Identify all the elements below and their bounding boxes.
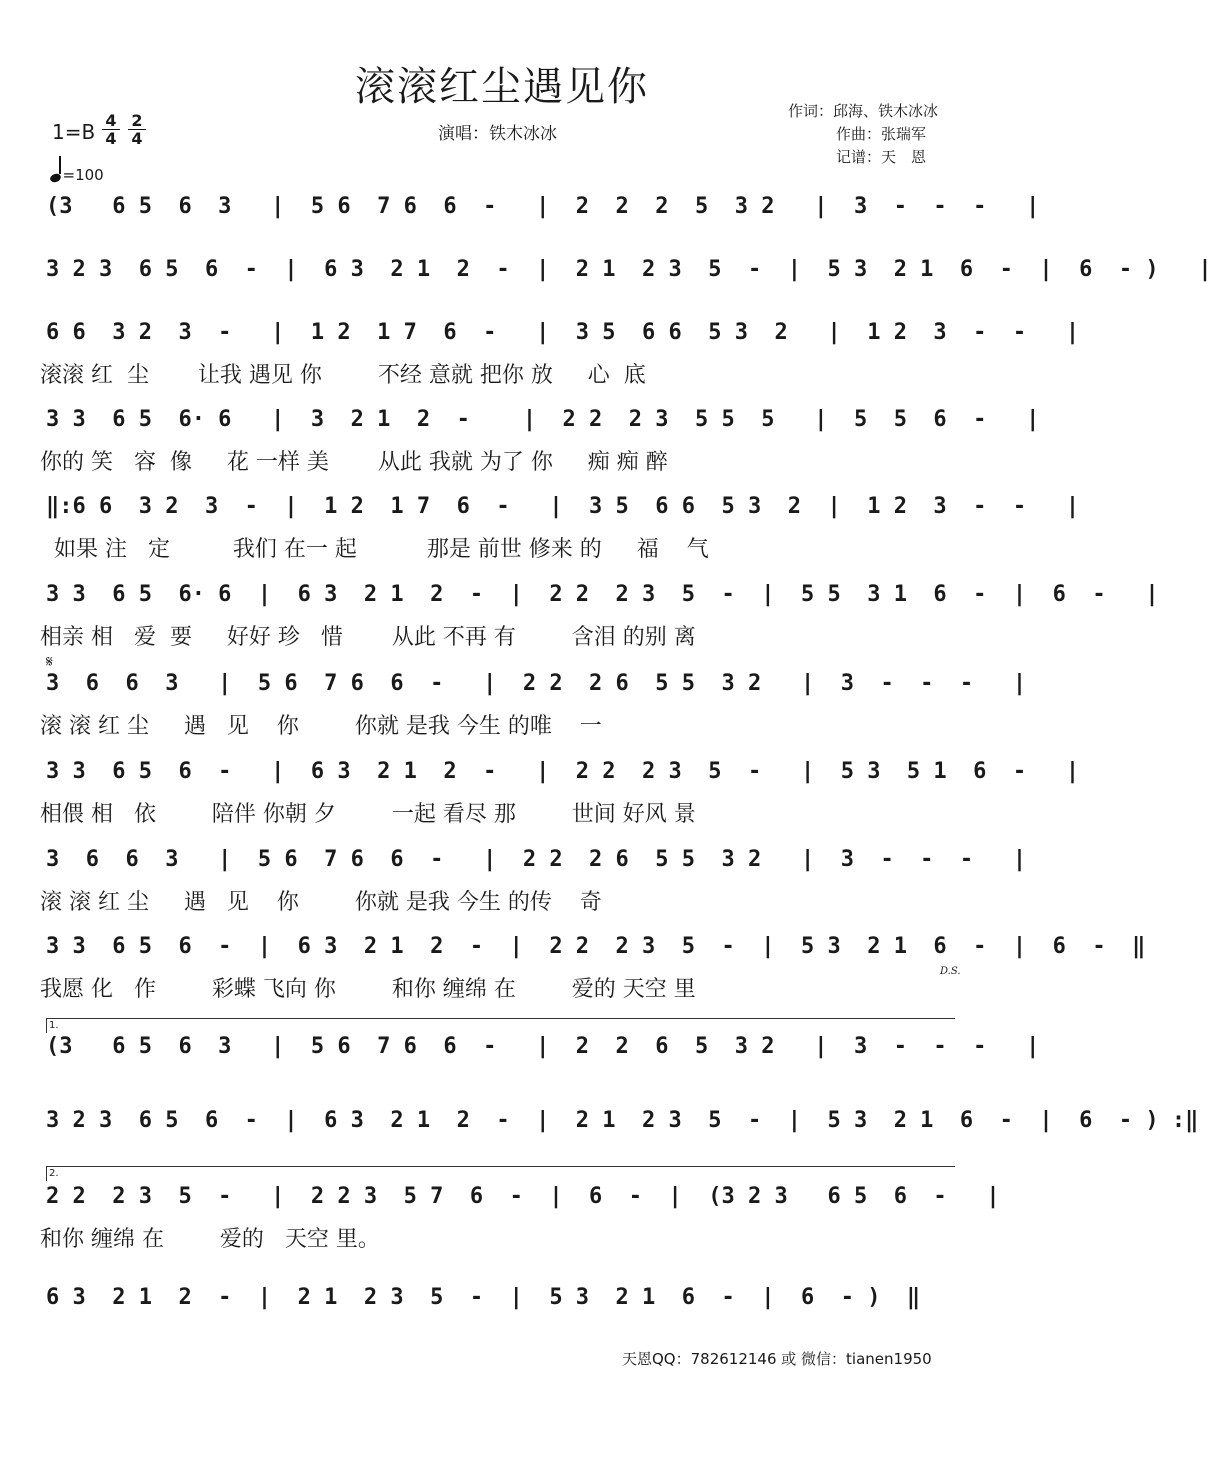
notation-line: 3 3 6 5 6· 6 | 6 3 2 1 2 - | 2 2 2 3 5 - | 5 5 3 1 6 - | 6 - | <box>46 582 1159 607</box>
notation-line: 6 6 3 2 3 - | 1 2 1 7 6 - | 3 5 6 6 5 3 2 | 1 2 3 - - | <box>46 320 1080 345</box>
tempo-value: =100 <box>62 166 104 184</box>
time-sig-top: 4 <box>105 111 117 130</box>
lyric-line: 相亲 相 爱 要 好好 珍 惜 从此 不再 有 含泪 的别 离 <box>40 625 696 650</box>
credits-block <box>788 100 938 169</box>
notation-line: 2 2 2 3 5 - | 2 2 3 5 7 6 - | 6 - | (3 2 3 6 5 6 - | <box>46 1184 1000 1209</box>
time-signature-2-4 <box>128 112 146 147</box>
lyric-line: 和你 缠绵 在 爱的 天空 里。 <box>40 1227 380 1252</box>
notation-line: 3 6 6 3 | 5 6 7 6 6 - | 2 2 2 6 5 5 3 2 | 3 - - - | <box>46 847 1027 872</box>
time-sig-bottom: 4 <box>128 129 146 147</box>
time-sig-top: 2 <box>131 111 143 130</box>
composer-credit: 作曲：张瑞军 <box>836 125 927 143</box>
time-sig-bottom: 4 <box>102 129 120 147</box>
notation-line: 3 2 3 6 5 6 - | 6 3 2 1 2 - | 2 1 2 3 5 - | 5 3 2 1 6 - | 6 - ) | <box>46 257 1212 282</box>
note-stem <box>59 156 61 174</box>
notation-line: 3 2 3 6 5 6 - | 6 3 2 1 2 - | 2 1 2 3 5 - | 5 3 2 1 6 - | 6 - ) :‖ <box>46 1108 1199 1133</box>
singer-credit: 演唱：铁木冰冰 <box>438 124 557 144</box>
lyric-line: 滚 滚 红 尘 遇 见 你 你就 是我 今生 的传 奇 <box>40 890 602 915</box>
lyric-line: 滚滚 红 尘 让我 遇见 你 不经 意就 把你 放 心 底 <box>40 363 646 388</box>
song-title: 滚滚红尘遇见你 <box>355 64 649 110</box>
lyric-line: 滚 滚 红 尘 遇 见 你 你就 是我 今生 的唯 一 <box>40 714 602 739</box>
notation-line: 3 3 6 5 6 - | 6 3 2 1 2 - | 2 2 2 3 5 - | 5 3 5 1 6 - | <box>46 759 1080 784</box>
notation-line: (3 6 5 6 3 | 5 6 7 6 6 - | 2 2 2 5 3 2 | 3 - - - | <box>46 194 1040 219</box>
tempo-marking <box>50 162 104 184</box>
ds-marking: D.S. <box>940 966 961 977</box>
contact-footer: 天恩QQ：782612146 或 微信：tianen1950 <box>622 1350 932 1368</box>
second-ending-bracket <box>46 1166 955 1181</box>
second-ending-label: 2. <box>49 1168 59 1179</box>
transcriber-credit: 记谱：天 恩 <box>836 148 927 166</box>
key-signature: 1=B <box>52 120 96 144</box>
lyric-line: 相偎 相 依 陪伴 你朝 夕 一起 看尽 那 世间 好风 景 <box>40 802 696 827</box>
notation-line: 3 6 6 3 | 5 6 7 6 6 - | 2 2 2 6 5 5 3 2 | 3 - - - | <box>46 671 1027 696</box>
first-ending-bracket <box>46 1018 955 1033</box>
first-ending-label: 1. <box>49 1020 59 1031</box>
lyric-line: 如果 注 定 我们 在一 起 那是 前世 修来 的 福 气 <box>40 537 709 562</box>
notation-line: ‖:6 6 3 2 3 - | 1 2 1 7 6 - | 3 5 6 6 5 3 2 | 1 2 3 - - | <box>46 494 1080 519</box>
notation-line: 3 3 6 5 6· 6 | 3 2 1 2 - | 2 2 2 3 5 5 5 | 5 5 6 - | <box>46 407 1040 432</box>
lyric-line: 我愿 化 作 彩蝶 飞向 你 和你 缠绵 在 爱的 天空 里 <box>40 977 696 1002</box>
time-signature-4-4 <box>102 112 120 147</box>
segno-sign: 𝄋 <box>46 652 53 671</box>
notation-line: 6 3 2 1 2 - | 2 1 2 3 5 - | 5 3 2 1 6 - | 6 - ) ‖ <box>46 1285 921 1310</box>
quarter-note-icon <box>49 172 62 183</box>
lyricist-credit: 作词：邱海、铁木冰冰 <box>788 102 939 120</box>
notation-line: 3 3 6 5 6 - | 6 3 2 1 2 - | 2 2 2 3 5 - | 5 3 2 1 6 - | 6 - ‖ <box>46 934 1146 959</box>
lyric-line: 你的 笑 容 像 花 一样 美 从此 我就 为了 你 痴 痴 醉 <box>40 450 668 475</box>
notation-line: (3 6 5 6 3 | 5 6 7 6 6 - | 2 2 6 5 3 2 | 3 - - - | <box>46 1034 1040 1059</box>
